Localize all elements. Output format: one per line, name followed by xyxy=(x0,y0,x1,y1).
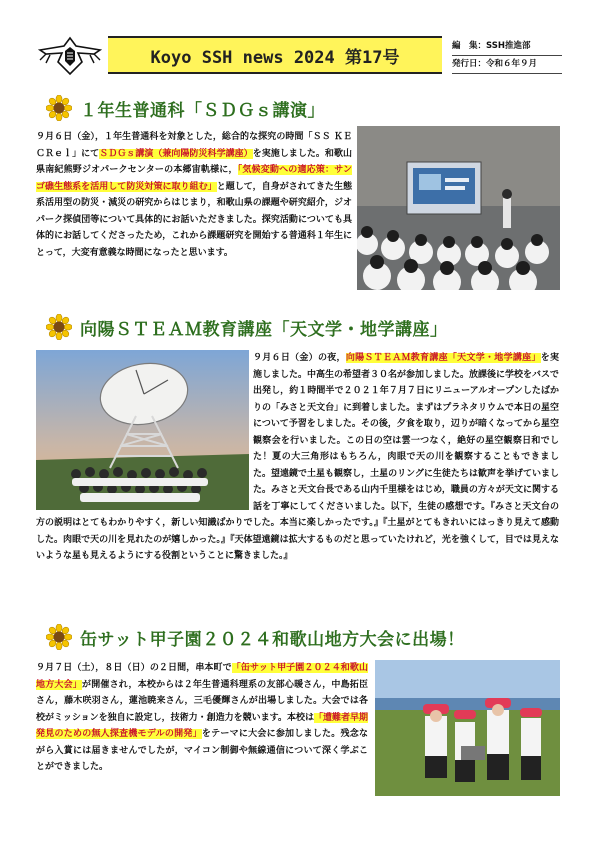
highlight-text: 「気候変動への適応策：サンゴ礁生態系を活用して防災対策に取り組む」 xyxy=(36,165,352,192)
sunflower-icon xyxy=(46,314,72,340)
section-title: 向陽ＳＴＥＡＭ教育講座「天文学・地学講座」 xyxy=(80,319,448,340)
body-text: を実施しました。和歌山県南紀熊野ジオパークセンターの本郷宙軌様に， xyxy=(36,148,352,175)
section-heading-cansat xyxy=(46,624,465,650)
body-text: ９月７日（土），８日（日）の２日間，串本町で xyxy=(36,663,232,673)
body-text: と題して，自身がされてきた生態系活用型の防災・減災の研究からはじまり，和歌山県の課題や研究紹介，ジオパーク探偵団等について具体的にお話いただきました。探究活動についても具体的にお話してくださったため，これから課題研究を開始する普通科１年生にとって，大変有意義な時間になったと思います。 xyxy=(36,181,352,258)
body-text: を実施しました。中高生の希望者３０名が参加しました。放課後に学校をバスで出発し，約１時間半で２０２１年７月７日にリニューアルオープンしたばかりの「みさと天文台」に到着しました。まずはプラネタリウムで本日の星空について予習をしました。その後，夕食を取り，辺りが暗くなってから星空観察会を行いました。この日の空は雲一つなく，絶好の星空観察日和でした！夏の大三角形はもちろん，肉眼で天の川を観察することもできました。望遠鏡で土星も観察し，土星のリングに生徒たちは歓声を挙げていました。みさと天文台長である山内千里様をはじめ，職員の方々が天文に関する話を丁寧にしてくださいました。以下，生徒の感想です。『みさと天文台の方の説明はとてもわかりやすく，新しい知識ばかりでした。本当に楽しかったです。』『土星がとてもきれいにはっきり見えて感動した。肉眼で天の川を見れたのが嬉しかった。』『天体望遠鏡は拡大するものだと思っていたけれど，光を強くして，目では見えないような星も見えるようにする役割ということに驚きました。』 xyxy=(36,353,560,561)
section-body-steam xyxy=(36,350,559,565)
editor-label: 編 集：SSH推進部 xyxy=(452,38,562,56)
school-logo xyxy=(38,36,102,76)
issued-label: 発行日：令和６年９月 xyxy=(452,56,562,74)
body-text: が開催され，本校からは２年生普通科理系の友部心暖さん，中島拓臣さん，藤木咲羽さん，蓮池暁来さん，三毛優輝さんが出場しました。大会では各校がミッションを独自に設定し，技術力・創造力を競います。本校は xyxy=(36,679,368,723)
section-title: 缶サット甲子園２０２４和歌山地方大会に出場！ xyxy=(80,629,465,650)
newsletter-title: Koyo SSH news 2024 第17号 xyxy=(108,36,442,74)
sunflower-icon xyxy=(46,95,72,121)
highlight-text: 「缶サット甲子園２０２４和歌山地方大会」 xyxy=(36,663,368,690)
section-heading-sdgs xyxy=(46,95,325,121)
highlight-text: 「遭難者早期発見のための無人探査機モデルの開発」 xyxy=(36,712,368,739)
body-text: ９月６日（金）の夜， xyxy=(253,353,346,363)
lecture-photo xyxy=(357,126,560,290)
issue-meta xyxy=(452,38,562,74)
body-text: をテーマに大会に参加しました。残念ながら入賞には届きませんでしたが，マイコン制御や無線通信について深く学ぶことができました。 xyxy=(36,729,368,772)
section-body-sdgs xyxy=(36,129,352,261)
photo-float-spacer xyxy=(36,350,253,514)
section-body-cansat xyxy=(36,660,368,776)
section-heading-steam xyxy=(46,314,448,340)
highlight-text: ＳＤＧｓ講演（兼向陽防災科学講座） xyxy=(99,148,253,159)
cansat-photo xyxy=(375,660,560,796)
section-title: １年生普通科「ＳＤＧｓ講演」 xyxy=(80,100,325,121)
body-text: ９月６日（金），１年生普通科を対象とした，総合的な探究の時間「ＳＳ ＫＥＣＲｅｌ」にて xyxy=(36,132,352,159)
highlight-text: 向陽ＳＴＥＡＭ教育講座「天文学・地学講座」 xyxy=(345,353,541,363)
sunflower-icon xyxy=(46,624,72,650)
